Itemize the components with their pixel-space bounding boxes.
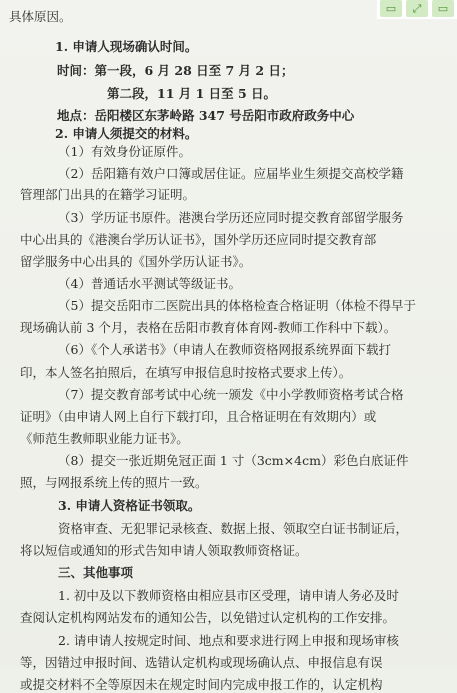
text-line: 等，因错过申报时间、选错认定机构或现场确认点、申报信息有误: [20, 655, 383, 670]
text-line: 照，与网报系统上传的照片一致。: [20, 475, 208, 490]
text-line: 具体原因。: [9, 9, 72, 24]
text-line: 资格审查、无犯罪记录核查、数据上报、领取空白证书制证后，: [58, 521, 409, 536]
text-line: 2. 请申请人按规定时间、地点和要求进行网上申报和现场审核: [58, 633, 399, 648]
text-line: （2）岳阳籍有效户口簿或居住证。应届毕业生须提交高校学籍: [58, 166, 404, 181]
text-line: （1）有效身份证原件。: [58, 144, 191, 159]
text-line: 地点：岳阳楼区东茅岭路 347 号岳阳市政府政务中心: [57, 108, 355, 123]
text-line: 管理部门出具的在籍学习证明。: [20, 187, 196, 202]
text-line: 证明》（由申请人网上自行下载打印，且合格证明在有效期内）或: [20, 409, 377, 424]
text-line: 3. 申请人资格证书领取。: [58, 498, 201, 513]
text-line: 2. 申请人须提交的材料。: [55, 126, 198, 141]
copy-icon[interactable]: ▭: [380, 0, 402, 17]
text-line: （7）提交教育部考试中心统一颁发《中小学教师资格考试合格: [58, 387, 404, 402]
text-line: 现场确认前 3 个月，表格在岳阳市教育体育网-教师工作科中下载）。: [20, 320, 397, 335]
text-line: 时间：第一段，6 月 28 日至 7 月 2 日；: [57, 63, 294, 78]
text-line: 《师范生教师职业能力证书》。: [20, 431, 189, 446]
text-line: 第二段，11 月 1 日至 5 日。: [107, 86, 277, 101]
viewer-toolbar: [377, 0, 457, 19]
text-line: 中心出具的《港澳台学历认证书》，国外学历还应同时提交教育部: [20, 232, 377, 247]
expand-icon[interactable]: ⤢: [406, 0, 428, 17]
text-line: 1. 初中及以下教师资格由相应县市区受理，请申请人务必及时: [58, 588, 399, 603]
text-line: （8）提交一张近期免冠正面 1 寸（3cm×4cm）彩色白底证件: [58, 453, 409, 468]
text-line: 三、其他事项: [58, 565, 134, 580]
text-line: 留学服务中心出具的《国外学历认证书》。: [20, 254, 252, 269]
text-line: 或提交材料不全等原因未在规定时间内完成申报工作的，认定机构: [20, 677, 383, 692]
text-line: 查阅认定机构网站发布的通知公告，以免错过认定机构的工作安排。: [20, 610, 396, 625]
text-line: （3）学历证书原件。港澳台学历还应同时提交教育部留学服务: [58, 210, 404, 225]
text-line: （4）普通话水平测试等级证书。: [58, 276, 241, 291]
text-line: 印，本人签名拍照后，在填写申报信息时按格式要求上传）。: [20, 365, 352, 380]
text-line: （5）提交岳阳市二医院出具的体格检查合格证明（体检不得早于: [58, 298, 416, 313]
text-line: 将以短信或通知的形式告知申请人领取教师资格证。: [20, 543, 308, 558]
text-line: （6）《个人承诺书》（申请人在教师资格网报系统界面下载打: [58, 342, 391, 357]
save-icon[interactable]: ▭: [432, 0, 454, 17]
text-line: 1. 申请人现场确认时间。: [55, 39, 198, 54]
